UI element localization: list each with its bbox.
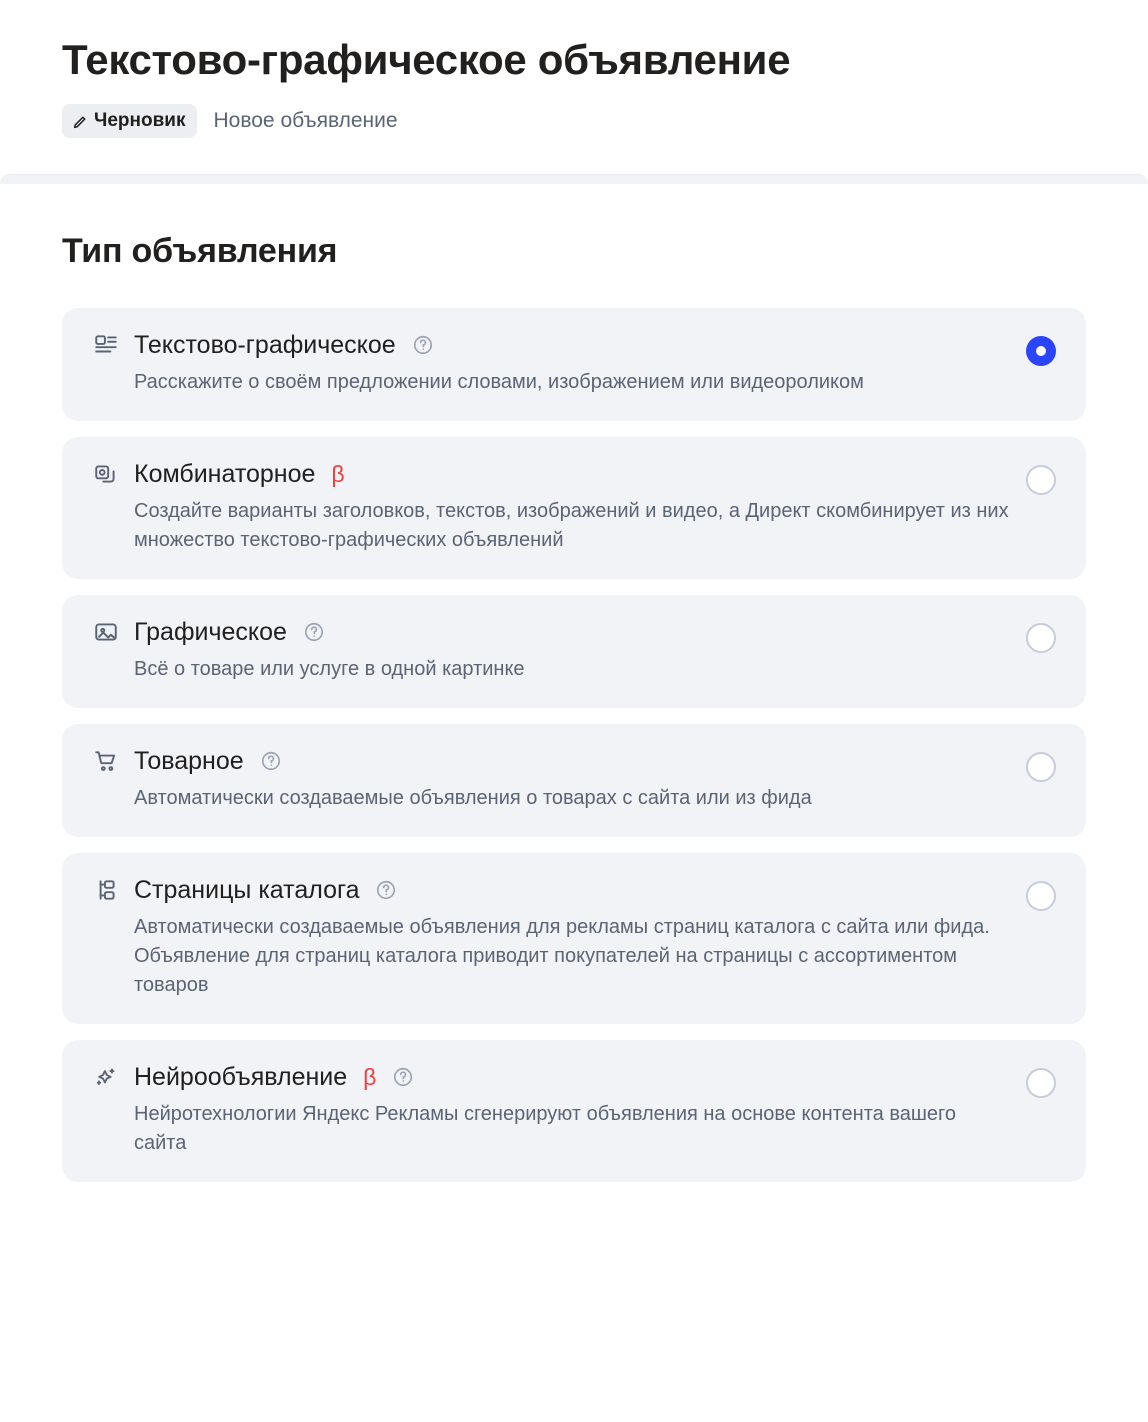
catalog-pages-icon [92,876,120,904]
section-title: Тип объявления [62,232,338,270]
option-radio[interactable] [1026,465,1056,495]
option-title: Графическое [134,618,287,646]
option-graphic[interactable] [62,595,1086,708]
option-header [92,617,1012,647]
option-description: Расскажите о своём предложении словами, изображением или видеороликом [134,371,864,393]
option-text-image[interactable] [62,308,1086,421]
option-neuro-ad[interactable] [62,1040,1086,1182]
option-header [92,330,1012,360]
section-divider [0,174,1148,184]
page-subtitle: Новое объявление [213,109,398,132]
help-icon[interactable] [303,621,325,643]
page-title: Текстово-графическое объявление [62,36,791,83]
option-title: Комбинаторное [134,460,316,488]
option-catalog-pages[interactable] [62,853,1086,1024]
option-description: Нейротехнологии Яндекс Рекламы сгенерируют объявления на основе контента вашего сайта [134,1103,957,1154]
option-title: Текстово-графическое [134,331,396,359]
option-product[interactable] [62,724,1086,837]
option-radio[interactable] [1026,1068,1056,1098]
page-content [0,184,1148,1182]
beta-badge: β [363,1064,377,1090]
help-icon[interactable] [260,750,282,772]
option-radio[interactable] [1026,623,1056,653]
option-header [92,875,1012,905]
help-icon[interactable] [392,1066,414,1088]
status-badge-label: Черновик [94,110,186,131]
option-description: Создайте варианты заголовков, текстов, изображений и видео, а Директ скомбинирует из них множество текстово-графических объявлений [134,500,1009,551]
cart-icon [92,747,120,775]
option-title: Нейрообъявление [134,1063,348,1091]
option-header [92,746,1012,776]
option-combinatorial[interactable] [62,437,1086,579]
beta-badge: β [331,461,345,487]
option-radio[interactable] [1026,336,1056,366]
text-image-ad-icon [92,331,120,359]
subtitle-row [62,104,1086,138]
ad-type-options [62,308,1086,1182]
option-radio[interactable] [1026,752,1056,782]
option-description: Всё о товаре или услуге в одной картинке [134,658,525,680]
option-title: Товарное [134,747,244,775]
help-icon[interactable] [412,334,434,356]
neuro-sparkle-icon [92,1063,120,1091]
option-title: Страницы каталога [134,876,360,904]
option-radio[interactable] [1026,881,1056,911]
page-header [0,0,1148,138]
option-header [92,1062,1012,1092]
status-badge [62,104,197,138]
option-header [92,459,1012,489]
help-icon[interactable] [375,879,397,901]
option-description: Автоматически создаваемые объявления о товарах с сайта или из фида [134,787,812,809]
option-description: Автоматически создаваемые объявления для рекламы страниц каталога с сайта или фида. Объявление для страниц каталога приводит покупателей на страницы с ассортиментом товаров [134,916,990,996]
picture-icon [92,618,120,646]
combinatorial-icon [92,460,120,488]
pencil-icon [72,114,87,129]
